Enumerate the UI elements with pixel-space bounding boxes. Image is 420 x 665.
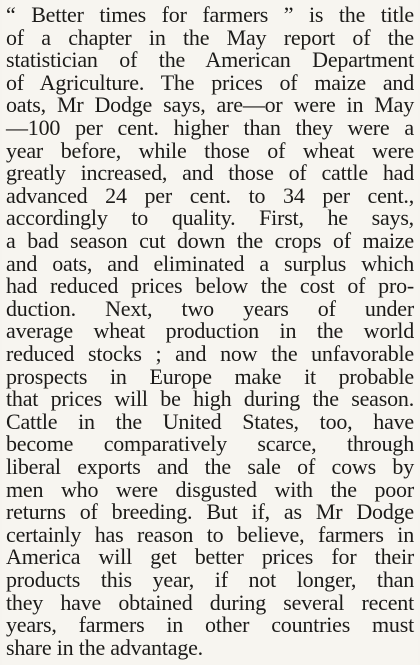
text-line: of Agriculture. The prices of maize and [6, 69, 414, 95]
text-line: prospects in Europe make it probable [6, 363, 414, 389]
text-line: that prices will be high during the season. [6, 386, 414, 412]
text-line: and oats, and eliminated a surplus which [6, 250, 414, 276]
text-line: a bad season cut down the crops of maize [6, 228, 414, 253]
text-line: accordingly to quality. First, he says, [6, 205, 414, 231]
text-line: reduced stocks ; and now the unfavorable [6, 341, 414, 366]
text-line: share in the advantage. [6, 634, 203, 660]
text-line: returns of breeding. But if, as Mr Dodge [6, 499, 414, 525]
text-line: years, farmers in other countries must [6, 612, 414, 638]
text-line: —100 per cent. higher than they were a [6, 115, 414, 140]
text-line: products this year, if not longer, than [6, 567, 414, 592]
text-line: America will get better prices for their [6, 544, 414, 570]
text-line: oats, Mr Dodge says, are—or were in May [6, 92, 414, 118]
text-line: they have obtained during several recent [6, 589, 414, 615]
text-line: year before, while those of wheat were [6, 137, 414, 163]
text-line: advanced 24 per cent. to 34 per cent., [6, 182, 414, 208]
text-line: duction. Next, two years of under [6, 295, 414, 321]
text-line: of a chapter in the May report of the [6, 24, 414, 50]
text-line: greatly increased, and those of cattle had [6, 160, 414, 186]
text-line: men who were disgusted with the poor [6, 476, 414, 502]
text-line: average wheat production in the world [6, 318, 414, 344]
text-line: become comparatively scarce, through [6, 431, 414, 457]
text-line: Cattle in the United States, too, have [6, 408, 414, 434]
newspaper-clipping [2, 0, 418, 665]
text-line: “ Better times for farmers ” is the title [6, 2, 414, 27]
text-line: certainly has reason to believe, farmers in [6, 521, 414, 547]
text-line: liberal exports and the sale of cows by [6, 454, 414, 479]
text-line: statistician of the American Department [6, 47, 414, 73]
text-line: had reduced prices below the cost of pro- [6, 273, 414, 299]
